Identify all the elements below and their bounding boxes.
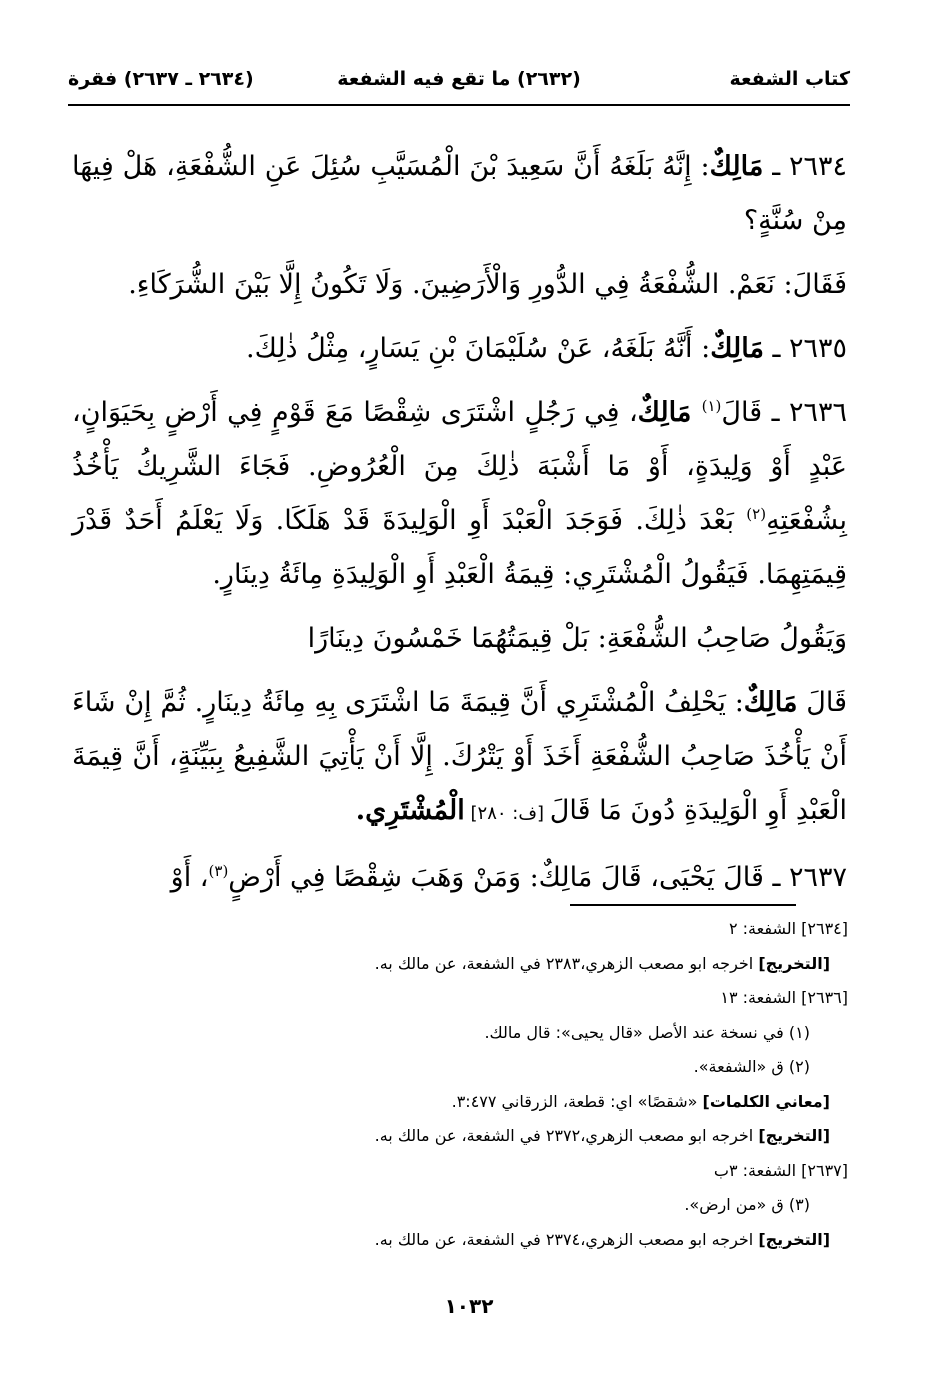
paragraph-2636 (72, 386, 847, 602)
footnote-line: (١) في نسخة عند الأصل «قال يحيى»: قال مالك. (484, 1022, 810, 1042)
paragraph-number: ٢٦٣٥ (788, 333, 847, 364)
paragraph-number: ٢٦٣٤ (788, 151, 847, 182)
cross-reference: [ف: ٢٨٠] (464, 803, 550, 824)
footnote-label: [معاني الكلمات] (702, 1091, 830, 1111)
footnote-line (120, 1223, 848, 1258)
speaker-name: مَالِكٌ (743, 687, 798, 718)
speaker-name: مَالِكٌ (709, 151, 764, 182)
paragraph-text: الْمُشْتَرِي. (355, 795, 465, 826)
footnote-line: (٢) ق «الشفعة». (693, 1057, 810, 1076)
header-chapter-title: (٢٦٣٢) ما تقع فيه الشفعة (337, 68, 581, 90)
paragraph-text: قَالَ (721, 397, 763, 428)
paragraph-text: فَقَالَ: نَعَمْ. الشُّفْعَةُ فِي الدُّورِ وَالْأَرَضِينَ. وَلَا تَكُونُ إِلَّا بَيْنَ الشُّرَكَاءِ. (128, 269, 847, 300)
paragraph-text: ، فِي رَجُلٍ اشْتَرَى شِقْصًا مَعَ قَوْمٍ فِي أَرْضٍ بِحَيَوَانٍ، عَبْدٍ أَوْ وَلِيدَةٍ، أَوْ مَا أَشْبَهَ ذٰلِكَ مِنَ الْعُرُوضِ. فَجَاءَ الشَّرِيكُ يَأْخُذُ بِشُفْعَتِهِ (72, 397, 848, 536)
header-divider (68, 104, 850, 106)
paragraph-number: ٢٦٣٧ (788, 862, 847, 893)
paragraph-text: : أَنَّهُ بَلَغَهُ، عَنْ سُلَيْمَانَ بْنِ يَسَارٍ، مِثْلُ ذٰلِكَ. (245, 333, 711, 364)
paragraph-separator: ـ (763, 151, 789, 182)
footnote-text: اخرجه ابو مصعب الزهري،٢٣٧٤ في الشفعة، عن مالك به. (374, 1229, 759, 1249)
paragraph-text: قَالَ يَحْيَى، قَالَ مَالِكٌ: وَمَنْ وَهَبَ شِقْصًا فِي أَرْضٍ (228, 862, 764, 893)
paragraph-2637 (72, 851, 847, 905)
paragraph-text: : يَحْلِفُ الْمُشْتَرِي أَنَّ قِيمَةَ مَا اشْتَرَى بِهِ مِائَةُ دِينَارٍ. ثُمَّ إِنْ شَاءَ أَنْ يَأْخُذَ صَاحِبُ الشُّفْعَةِ أَخَذَ أَوْ يَتْرُكَ. إِلَّا أَنْ يَأْتِيَ الشَّفِيعُ بِبَيِّنَةٍ، أَنَّ قِيمَةَ الْعَبْدِ أَوِ الْوَلِيدَةِ دُونَ مَا قَالَ (72, 687, 847, 826)
running-header (68, 62, 850, 102)
footnote-label: [التخريج] (758, 1126, 830, 1145)
footnote-line (120, 947, 848, 982)
header-paragraph-range: (٢٦٣٤ ـ ٢٦٣٧) فقرة (68, 68, 254, 90)
paragraph-separator: ـ (763, 862, 789, 893)
header-book-title: كتاب الشفعة (729, 68, 850, 90)
paragraph-2635 (72, 322, 847, 376)
footnote-label: [التخريج] (758, 1229, 830, 1249)
speaker-name: مَالِكٌ (637, 397, 702, 428)
page-number: ١٠٣٢ (444, 1294, 494, 1318)
footnote-divider (570, 904, 796, 906)
footnote-line (120, 1119, 848, 1154)
paragraph-text: وَيَقُولُ صَاحِبُ الشُّفْعَةِ: بَلْ قِيمَتُهُمَا خَمْسُونَ دِينَارًا (307, 623, 847, 654)
paragraph-text: ، أَوْ (170, 862, 209, 893)
footnote-text: اخرجه ابو مصعب الزهري،٢٣٨٣ في الشفعة، عن مالك به. (374, 953, 759, 973)
footnote-line (120, 1085, 848, 1120)
main-text (72, 140, 847, 915)
footnote-section-heading: [٢٦٣٧] الشفعة: ٣ب (713, 1160, 848, 1180)
paragraph-2636-reply (72, 612, 847, 666)
paragraph-text: : إِنَّهُ بَلَغَهُ أَنَّ سَعِيدَ بْنَ الْمُسَيَّبِ سُئِلَ عَنِ الشُّفْعَةِ، هَلْ فِيهَا مِنْ سُنَّةٍ؟ (72, 151, 847, 236)
paragraph-number: ٢٦٣٦ (788, 397, 847, 428)
footnote-text: «شقصًا» اي: قطعة، الزرقاني ٣:٤٧٧. (451, 1091, 703, 1111)
footnote-line: (٣) ق «من ارض». (684, 1195, 810, 1214)
paragraph-separator: ـ (762, 397, 789, 428)
speaker-name: مَالِكٌ (710, 333, 764, 364)
footnotes (120, 912, 848, 1257)
footnote-label: [التخريج] (758, 953, 830, 973)
paragraph-text: قَالَ (797, 687, 847, 718)
paragraph-2636-ruling (72, 676, 847, 841)
footnote-marker: (١) (701, 397, 722, 415)
footnote-text: اخرجه ابو مصعب الزهري،٢٣٧٢ في الشفعة، عن مالك به. (374, 1126, 759, 1145)
footnote-section-heading: [٢٦٣٦] الشفعة: ١٣ (720, 988, 848, 1007)
paragraph-2634-answer (72, 258, 847, 312)
footnote-section-heading: [٢٦٣٤] الشفعة: ٢ (728, 919, 848, 938)
paragraph-text: بَعْدَ ذٰلِكَ. فَوَجَدَ الْعَبْدَ أَوِ الْوَلِيدَةَ قَدْ هَلَكَا. وَلَا يَعْلَمُ أَحَدٌ قَدْرَ قِيمَتِهِمَا. فَيَقُولُ الْمُشْتَرِي: قِيمَةُ الْعَبْدِ أَوِ الْوَلِيدَةِ مِائَةُ دِينَارٍ. (72, 505, 847, 590)
footnote-marker: (٢) (746, 505, 767, 523)
footnote-marker: (٣) (208, 862, 229, 880)
paragraph-separator: ـ (763, 333, 789, 364)
paragraph-2634 (72, 140, 847, 248)
